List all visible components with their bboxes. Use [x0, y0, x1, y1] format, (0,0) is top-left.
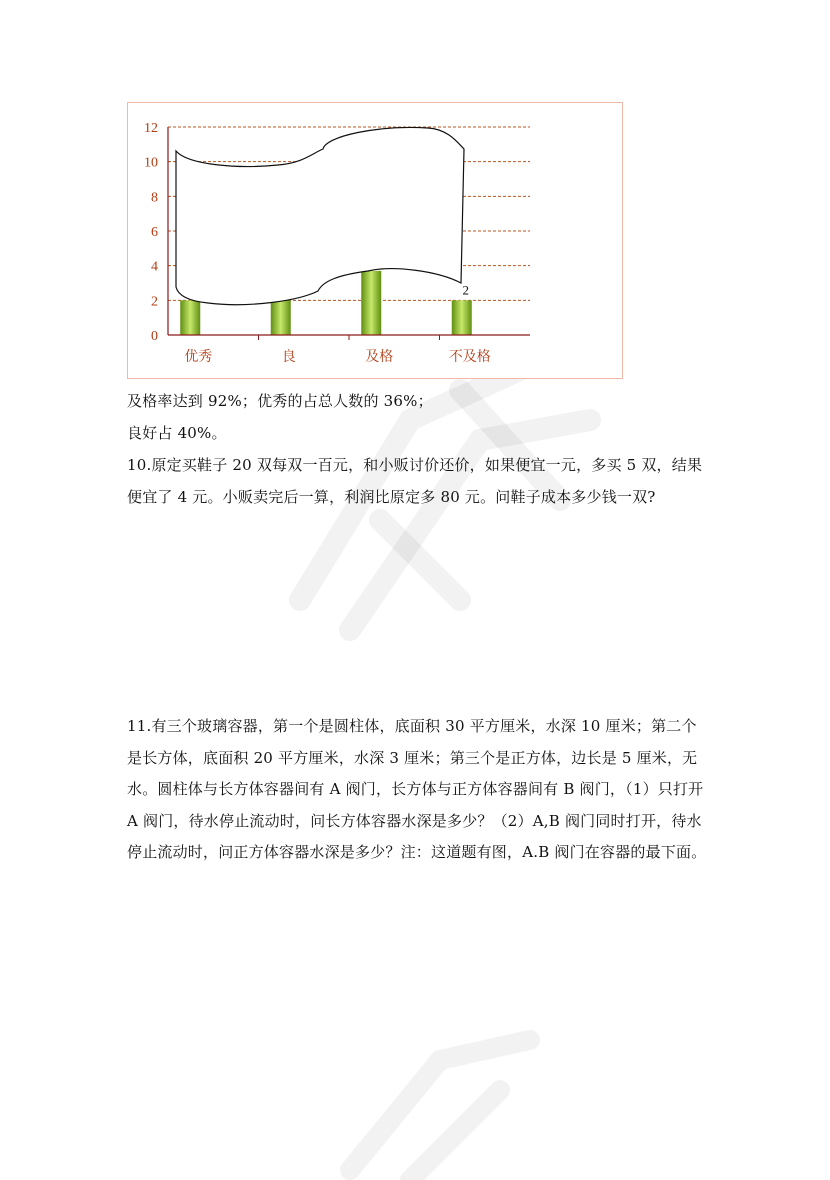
bar-良: [271, 300, 291, 335]
y-tick-label-10: 10: [144, 155, 158, 171]
answer-line-2: 良好占 40%。: [127, 424, 227, 442]
y-tick-label-2: 2: [151, 294, 158, 310]
y-tick-label-12: 12: [144, 121, 158, 136]
y-tick-label-8: 8: [151, 190, 158, 206]
x-category-label-及格: 及格: [365, 349, 394, 365]
bar-chart: [128, 103, 622, 378]
data-label-不及格: 2: [462, 282, 469, 298]
question-10: 10.原定买鞋子 20 双每双一百元，和小贩讨价还价，如果便宜一元，多买 5 双，结果便宜了 4 元。小贩卖完后一算，利润比原定多 80 元。问鞋子成本多少钱一双?: [127, 456, 703, 506]
x-category-label-优秀: 优秀: [184, 349, 213, 365]
scroll-banner-shape: [176, 128, 464, 305]
question-11: 11.有三个玻璃容器，第一个是圆柱体，底面积 30 平方厘米，水深 10 厘米；第二个是长方体，底面积 20 平方厘米，水深 3 厘米；第三个是正方体，边长是 5 厘米，无水。圆柱体与长方体容器间有 A 阀门，长方体与正方体容器间有 B 阀门，（1）只打开 A 阀门，待水停止流动时，问长方体容器水深是多少？（2）A,B 阀门同时打开，待水停止流动时，问正方体容器水深是多少？注：这道题有图，A.B 阀门在容器的最下面。: [127, 717, 707, 861]
x-category-label-良: 良: [281, 349, 296, 365]
answer-line-1: 及格率达到 92%；优秀的占总人数的 36%；: [127, 392, 433, 410]
bar-及格: [361, 271, 381, 335]
watermark-mark-bottom: [330, 1030, 570, 1180]
bar-chart-frame: [127, 102, 623, 379]
bar-优秀: [180, 300, 200, 335]
y-tick-label-6: 6: [151, 225, 158, 240]
x-category-label-不及格: 不及格: [448, 349, 491, 365]
bar-不及格: [452, 300, 472, 335]
y-tick-label-4: 4: [151, 259, 158, 275]
y-tick-label-0: 0: [151, 329, 158, 344]
